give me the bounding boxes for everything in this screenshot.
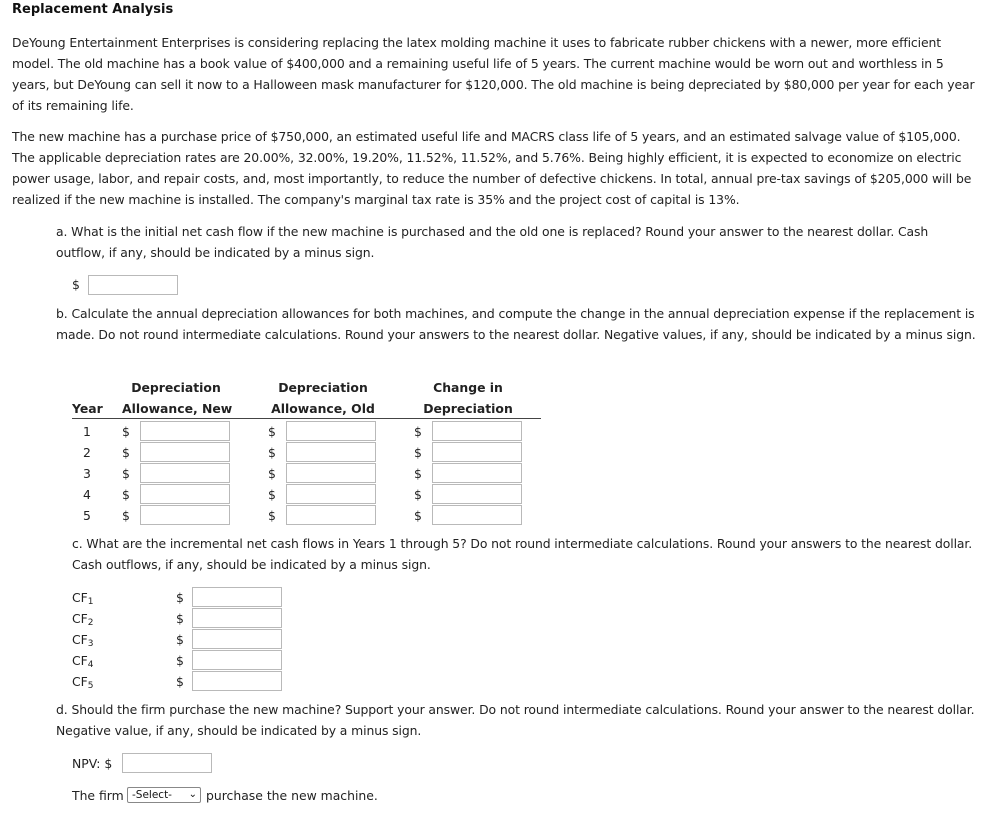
change-depreciation-input[interactable] [432, 421, 522, 441]
currency-sign: $ [176, 674, 184, 689]
currency-sign: $ [122, 424, 130, 439]
new-depr-header-line2: Allowance, New [122, 401, 233, 416]
old-depreciation-input[interactable] [286, 463, 376, 483]
year-cell: 2 [83, 445, 91, 460]
npv-label: NPV: $ [72, 756, 113, 771]
firm-prefix-text: The firm [72, 788, 124, 803]
currency-sign: $ [176, 632, 184, 647]
intro-paragraph-1: DeYoung Entertainment Enterprises is considering replacing the latex molding machine it uses to fabricate rubber chickens with a newer, more efficient model. The old machine has a book value of $400,000 and a remaining useful life of 5 years. The current machine would be worn out and worthless in 5 years, but DeYoung can sell it now to a Halloween mask manufacturer for $120,000. The old machine is being depreciated by $80,000 per year for each year of its remaining life. [12, 35, 975, 113]
cash-flow-label: $CF_2$ [72, 611, 94, 628]
currency-sign: $ [414, 424, 422, 439]
cash-flow-input[interactable] [192, 671, 282, 691]
currency-sign: $ [414, 466, 422, 481]
currency-sign: $ [268, 424, 276, 439]
currency-sign: $ [176, 590, 184, 605]
new-depreciation-input[interactable] [140, 505, 230, 525]
currency-sign: $ [414, 508, 422, 523]
currency-sign: $ [268, 487, 276, 502]
cash-flow-input[interactable] [192, 608, 282, 628]
new-depreciation-input[interactable] [140, 484, 230, 504]
npv-input[interactable] [122, 753, 212, 773]
cash-flow-label: $CF_5$ [72, 674, 94, 691]
currency-sign: $ [414, 487, 422, 502]
new-depr-header-line1: Depreciation [131, 380, 221, 395]
question-b-text: b. Calculate the annual depreciation allowances for both machines, and compute the change in the annual depreciation expense if the replacement is made. Do not round intermediate calculations. Round your answers to the nearest dollar. Negative values, if any, should be indicated by a minus sign. [56, 306, 976, 342]
new-depreciation-input[interactable] [140, 442, 230, 462]
decision-select[interactable] [127, 787, 201, 803]
change-depr-header-line2: Depreciation [423, 401, 513, 416]
cash-flow-input[interactable] [192, 629, 282, 649]
currency-sign: $ [176, 611, 184, 626]
cash-flow-input[interactable] [192, 587, 282, 607]
year-cell: 5 [83, 508, 91, 523]
currency-sign: $ [268, 466, 276, 481]
currency-sign: $ [122, 445, 130, 460]
cash-flow-label: $CF_1$ [72, 590, 94, 607]
cash-flow-label: $CF_3$ [72, 632, 94, 649]
year-cell: 4 [83, 487, 91, 502]
cash-flow-label: $CF_4$ [72, 653, 94, 670]
question-c-text: c. What are the incremental net cash flows in Years 1 through 5? Do not round intermediate calculations. Round your answers to the nearest dollar. Cash outflows, if any, should be indicated by a minus sign. [72, 536, 973, 572]
cash-flow-input[interactable] [192, 650, 282, 670]
change-depreciation-input[interactable] [432, 484, 522, 504]
old-depr-header-line2: Allowance, Old [271, 401, 375, 416]
year-cell: 1 [83, 424, 91, 439]
question-d-text: d. Should the firm purchase the new machine? Support your answer. Do not round intermediate calculations. Round your answer to the nearest dollar. Negative value, if any, should be indicated by a minus sign. [56, 702, 975, 738]
question-a-currency: $ [72, 277, 80, 292]
new-depreciation-input[interactable] [140, 463, 230, 483]
change-depreciation-input[interactable] [432, 442, 522, 462]
currency-sign: $ [122, 487, 130, 502]
currency-sign: $ [268, 445, 276, 460]
year-cell: 3 [83, 466, 91, 481]
new-depreciation-input[interactable] [140, 421, 230, 441]
currency-sign: $ [122, 508, 130, 523]
old-depreciation-input[interactable] [286, 442, 376, 462]
year-header: Year [72, 401, 103, 416]
firm-suffix-text: purchase the new machine. [206, 788, 378, 803]
old-depr-header-line1: Depreciation [278, 380, 368, 395]
currency-sign: $ [268, 508, 276, 523]
intro-paragraph-2: The new machine has a purchase price of $750,000, an estimated useful life and MACRS class life of 5 years, and an estimated salvage value of $105,000. The applicable depreciation rates are 20.00%, 32.00%, 19.20%, 11.52%, 11.52%, and 5.76%. Being highly efficient, it is expected to economize on electric power usage, labor, and repair costs, and, most importantly, to reduce the number of defective chickens. In total, annual pre-tax savings of $205,000 will be realized if the new machine is installed. The company's marginal tax rate is 35% and the project cost of capital is 13%. [12, 129, 972, 207]
old-depreciation-input[interactable] [286, 505, 376, 525]
chevron-down-icon: ⌄ [188, 789, 197, 800]
currency-sign: $ [414, 445, 422, 460]
table-header-rule [72, 418, 541, 419]
currency-sign: $ [122, 466, 130, 481]
old-depreciation-input[interactable] [286, 484, 376, 504]
decision-select-value: -Select- [132, 789, 172, 801]
currency-sign: $ [176, 653, 184, 668]
change-depreciation-input[interactable] [432, 505, 522, 525]
old-depreciation-input[interactable] [286, 421, 376, 441]
page-title: Replacement Analysis [12, 2, 174, 17]
initial-cash-flow-input[interactable] [88, 275, 178, 295]
change-depr-header-line1: Change in [433, 380, 503, 395]
question-a-text: a. What is the initial net cash flow if the new machine is purchased and the old one is replaced? Round your answer to the nearest dollar. Cash outflow, if any, should be indicated by a minus sign. [56, 224, 929, 260]
change-depreciation-input[interactable] [432, 463, 522, 483]
